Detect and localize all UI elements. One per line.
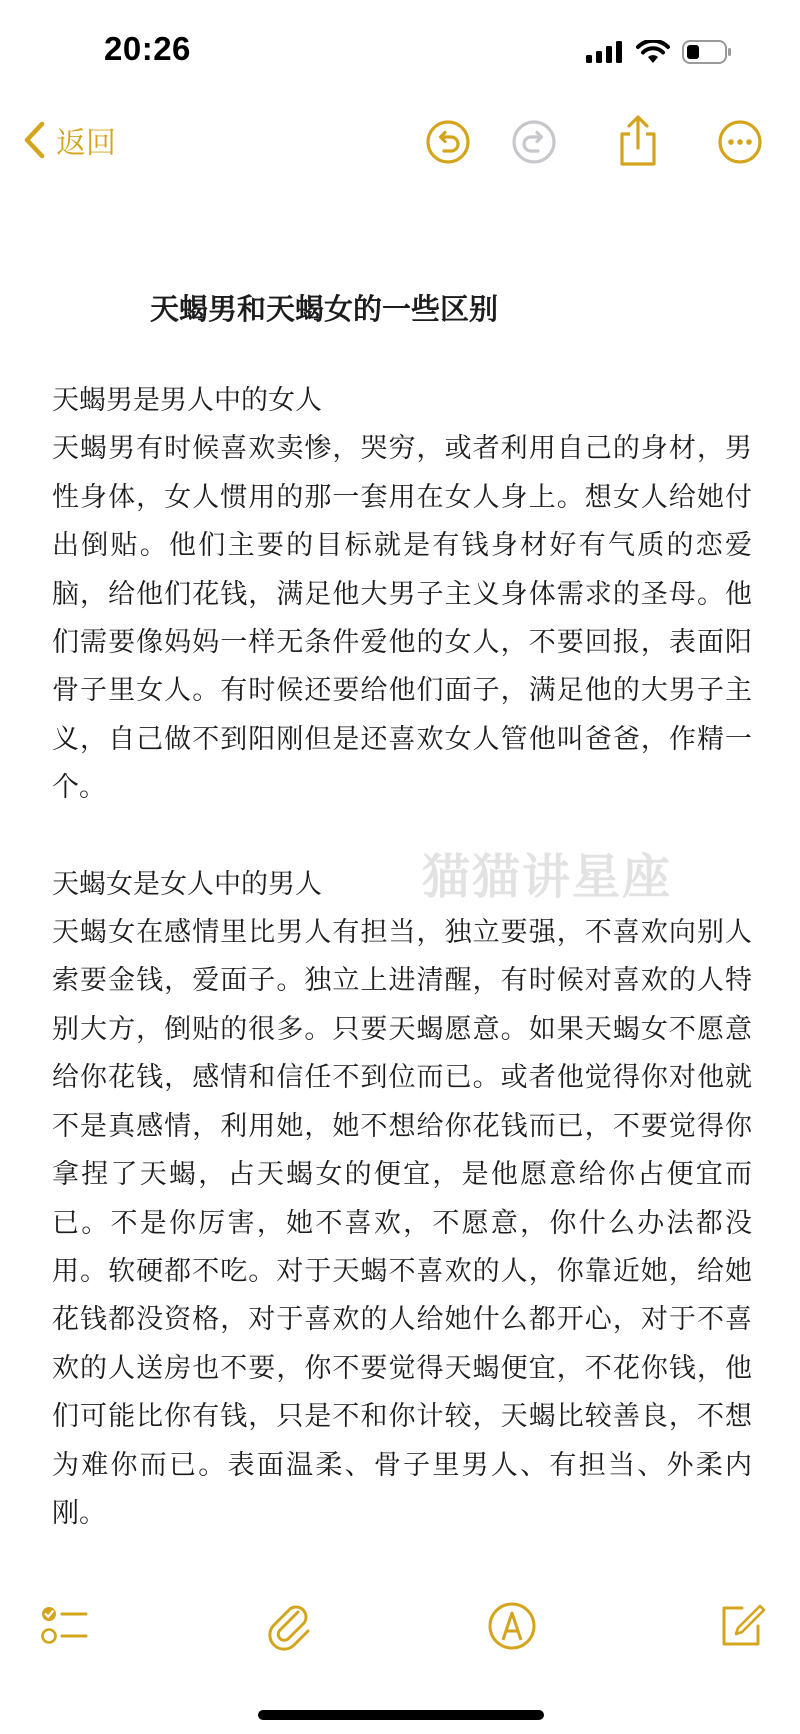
- share-icon[interactable]: [614, 112, 662, 168]
- attachment-icon[interactable]: [264, 1600, 316, 1652]
- home-indicator[interactable]: [258, 1710, 544, 1720]
- chevron-left-icon: [22, 120, 46, 160]
- wifi-icon: [636, 40, 670, 64]
- status-icons: [586, 40, 732, 64]
- checklist-icon[interactable]: [38, 1600, 90, 1652]
- undo-icon[interactable]: [424, 118, 472, 166]
- note-section: [52, 377, 752, 813]
- back-button[interactable]: [22, 118, 116, 162]
- bottom-toolbar: [0, 1600, 800, 1660]
- more-icon[interactable]: [716, 118, 764, 166]
- section-heading: 天蝎女是女人中的男人: [52, 868, 322, 900]
- battery-icon: [682, 40, 732, 64]
- note-content[interactable]: [52, 285, 752, 1538]
- note-section: [52, 861, 752, 1539]
- section-body: 天蝎女在感情里比男人有担当，独立要强，不喜欢向别人索要金钱，爱面子。独立上进清醒，有时候对喜欢的人特别大方，倒贴的很多。只要天蝎愿意。如果天蝎女不愿意给你花钱，感情和信任不到位而已。或者他觉得你对他就不是真感情，利用她，她不想给你花钱而已，不要觉得你拿捏了天蝎，占天蝎女的便宜，是他愿意给你占便宜而已。不是你厉害，她不喜欢，不愿意，你什么办法都没用。软硬都不吃。对于天蝎不喜欢的人，你靠近她，给她花钱都没资格，对于喜欢的人给她什么都开心，对于不喜欢的人送房也不要，你不要觉得天蝎便宜，不花你钱，他们可能比你有钱，只是不和你计较，天蝎比较善良，不想为难你而已。表面温柔、骨子里男人、有担当、外柔内刚。: [52, 917, 752, 1529]
- watermark: 猫猫讲星座: [422, 849, 673, 905]
- redo-icon[interactable]: [510, 118, 558, 166]
- compose-icon[interactable]: [716, 1600, 768, 1652]
- status-time: 20:26: [104, 30, 191, 67]
- cellular-signal-icon: [586, 41, 624, 63]
- note-title: 天蝎男和天蝎女的一些区别: [150, 292, 499, 326]
- nav-bar: [0, 110, 800, 174]
- status-bar: [0, 0, 800, 100]
- back-label: 返回: [56, 126, 116, 161]
- section-heading: 天蝎男是男人中的女人: [52, 385, 322, 416]
- markup-icon[interactable]: [486, 1600, 538, 1652]
- section-body: 天蝎男有时候喜欢卖惨，哭穷，或者利用自己的身材，男性身体，女人惯用的那一套用在女人身上。想女人给她付出倒贴。他们主要的目标就是有钱身材好有气质的恋爱脑，给他们花钱，满足他大男子主义身体需求的圣母。他们需要像妈妈一样无条件爱他的女人，不要回报，表面阳骨子里女人。有时候还要给他们面子，满足他的大男子主义，自己做不到阳刚但是还喜欢女人管他叫爸爸，作精一个。: [52, 433, 752, 804]
